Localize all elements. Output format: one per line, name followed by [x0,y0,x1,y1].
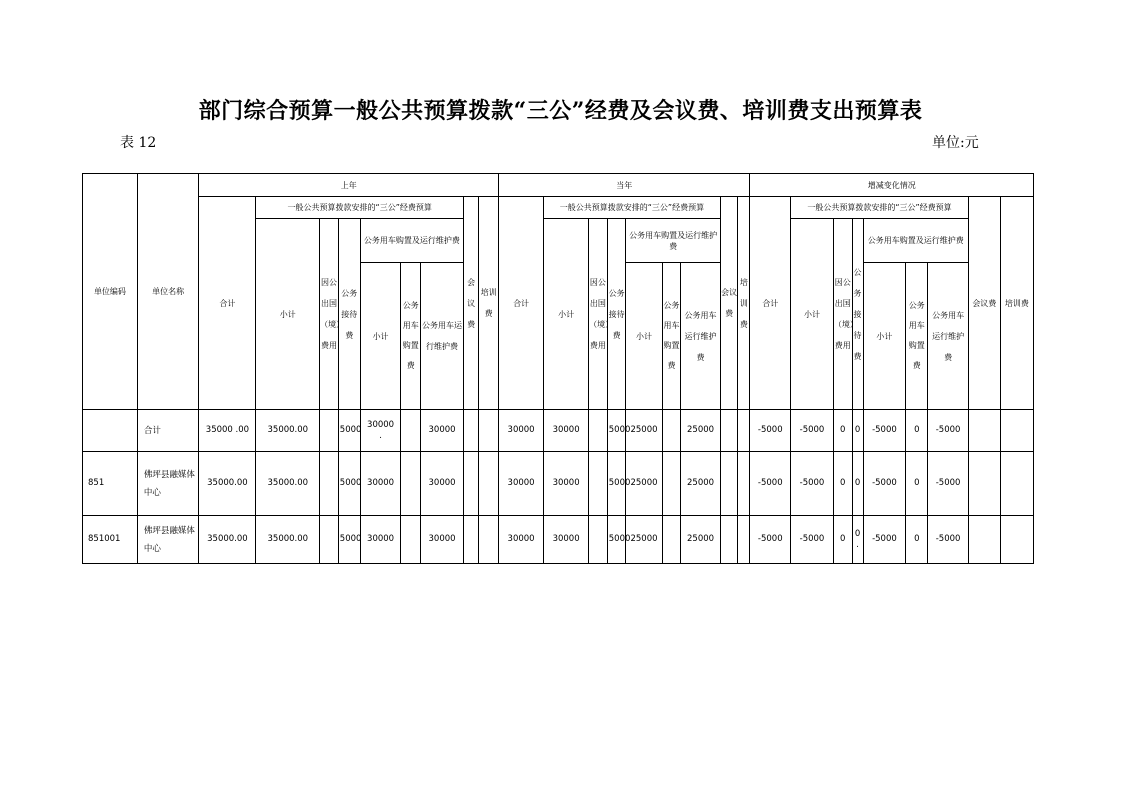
row-value-cell: 35000.00 [256,410,320,452]
row-unit-name: 合计 [137,410,198,452]
row-value-cell: 0 [833,452,852,516]
header-prev-meeting: 会议费 [463,197,478,410]
row-value-cell: -5000 [928,410,969,452]
header-unit-code: 单位编码 [83,174,138,410]
table-row [83,452,1034,516]
header-curr-three-public: 一般公共预算拨款安排的“三公”经费预算 [544,197,721,219]
row-value-cell: 30000 [499,410,544,452]
header-change-subtotal: 小计 [791,219,834,410]
row-value-cell: 0 . [852,516,863,564]
row-value-cell [738,516,750,564]
row-value-cell: 25000 [681,410,721,452]
row-value-cell [968,452,1000,516]
row-value-cell: 5000 [338,410,360,452]
row-value-cell: -5000 [791,452,834,516]
row-value-cell: 30000 [544,452,589,516]
row-value-cell: 0 [833,410,852,452]
row-value-cell: 0 [852,410,863,452]
row-value-cell: 0 [833,516,852,564]
page-title: 部门综合预算一般公共预算拨款“三公”经费及会议费、培训费支出预算表 [198,98,923,124]
row-value-cell [720,410,738,452]
row-value-cell: -5000 [750,410,791,452]
header-change-abroad: 因公出国（境）费用 [833,219,852,410]
header-unit-name: 单位名称 [137,174,198,410]
row-value-cell: 30000 [499,452,544,516]
header-row-2 [83,197,1034,219]
row-value-cell [463,452,478,516]
row-value-cell: 0 [906,516,928,564]
header-prev-vehicle-operation: 公务用车运行维护费 [421,263,464,410]
header-curr-year: 当年 [499,174,750,197]
header-curr-reception: 公务接待费 [607,219,626,410]
header-change: 增减变化情况 [750,174,1034,197]
row-value-cell: -5000 [928,516,969,564]
row-value-cell [401,410,421,452]
row-value-cell: 30000 [421,516,464,564]
row-value-cell: -5000 [928,452,969,516]
header-prev-year: 上年 [199,174,499,197]
row-value-cell [401,452,421,516]
row-value-cell: 35000.00 [256,452,320,516]
row-value-cell: -5000 [791,410,834,452]
row-value-cell [589,516,608,564]
unit-label: 单位:元 [932,135,979,151]
header-prev-vehicle-purchase: 公务用车购置费 [401,263,421,410]
row-value-cell: 5000 [338,452,360,516]
row-value-cell [589,410,608,452]
header-curr-subtotal: 小计 [544,219,589,410]
row-value-cell [479,452,499,516]
row-value-cell [662,452,681,516]
header-prev-three-public: 一般公共预算拨款安排的“三公”经费预算 [256,197,463,219]
row-value-cell: 5000 [607,516,626,564]
header-curr-total: 合计 [499,197,544,410]
row-value-cell: 0 [852,452,863,516]
table-number: 表 12 [120,135,157,151]
header-change-three-public: 一般公共预算拨款安排的“三公”经费预算 [791,197,969,219]
row-value-cell: 25000 [626,452,662,516]
row-value-cell: 0 [906,410,928,452]
header-change-meeting: 会议费 [968,197,1000,410]
row-value-cell: 0 [906,452,928,516]
header-change-vehicle-purchase: 公务用车购置费 [906,263,928,410]
table-row [83,410,1034,452]
row-value-cell: 30000 [544,410,589,452]
row-value-cell: -5000 [863,410,906,452]
header-change-training: 培训费 [1000,197,1033,410]
header-change-vehicle: 公务用车购置及运行维护费 [863,219,968,263]
row-value-cell [720,452,738,516]
row-value-cell [463,516,478,564]
row-value-cell [479,410,499,452]
row-value-cell [463,410,478,452]
row-value-cell: 35000 .00 [199,410,256,452]
row-value-cell: 30000 [499,516,544,564]
row-value-cell: -5000 [791,516,834,564]
row-value-cell [320,452,339,516]
row-unit-code [83,410,138,452]
row-value-cell [589,452,608,516]
row-value-cell: 30000 . [360,410,401,452]
row-value-cell [320,410,339,452]
header-change-vehicle-subtotal: 小计 [863,263,906,410]
row-value-cell [320,516,339,564]
row-value-cell [1000,516,1033,564]
budget-table [82,173,1034,564]
header-prev-total: 合计 [199,197,256,410]
header-curr-meeting: 会议费 [720,197,738,410]
row-unit-name: 佛坪县融媒体中心 [137,452,198,516]
row-unit-name: 佛坪县融媒体中心 [137,516,198,564]
row-value-cell [720,516,738,564]
row-value-cell: 5000 [607,452,626,516]
header-curr-vehicle-purchase: 公务用车购置费 [662,263,681,410]
row-value-cell [738,410,750,452]
row-unit-code: 851001 [83,516,138,564]
header-curr-abroad: 因公出国（境）费用 [589,219,608,410]
row-value-cell: -5000 [750,516,791,564]
header-curr-vehicle: 公务用车购置及运行维护费 [626,219,720,263]
header-curr-vehicle-operation: 公务用车运行维护费 [681,263,721,410]
header-change-reception: 公务接待费 [852,219,863,410]
row-value-cell: 25000 [681,452,721,516]
row-value-cell: 30000 [421,452,464,516]
header-prev-abroad: 因公出国（境）费用 [320,219,339,410]
row-value-cell [479,516,499,564]
row-value-cell [1000,410,1033,452]
row-value-cell [662,516,681,564]
row-value-cell: 25000 [681,516,721,564]
header-curr-vehicle-subtotal: 小计 [626,263,662,410]
row-value-cell: 35000.00 [199,452,256,516]
row-value-cell: 30000 [421,410,464,452]
row-value-cell: 35000.00 [199,516,256,564]
row-value-cell: -5000 [863,452,906,516]
row-value-cell [968,410,1000,452]
row-value-cell: 5000 [338,516,360,564]
header-row-1 [83,174,1034,197]
header-prev-reception: 公务接待费 [338,219,360,410]
header-change-vehicle-operation: 公务用车运行维护费 [928,263,969,410]
header-prev-subtotal: 小计 [256,219,320,410]
row-value-cell [968,516,1000,564]
row-value-cell: -5000 [750,452,791,516]
row-value-cell: 35000.00 [256,516,320,564]
table-row [83,516,1034,564]
header-prev-training: 培训费 [479,197,499,410]
row-value-cell [738,452,750,516]
row-value-cell: -5000 [863,516,906,564]
table-body [83,410,1034,564]
header-change-total: 合计 [750,197,791,410]
header-prev-vehicle-subtotal: 小计 [360,263,401,410]
row-value-cell: 5000 [607,410,626,452]
header-prev-vehicle: 公务用车购置及运行维护费 [360,219,463,263]
row-value-cell: 30000 [360,516,401,564]
row-value-cell [662,410,681,452]
row-unit-code: 851 [83,452,138,516]
header-curr-training: 培训费 [738,197,750,410]
row-value-cell [1000,452,1033,516]
row-value-cell: 30000 [544,516,589,564]
row-value-cell: 25000 [626,410,662,452]
row-value-cell: 30000 [360,452,401,516]
row-value-cell [401,516,421,564]
row-value-cell: 25000 [626,516,662,564]
